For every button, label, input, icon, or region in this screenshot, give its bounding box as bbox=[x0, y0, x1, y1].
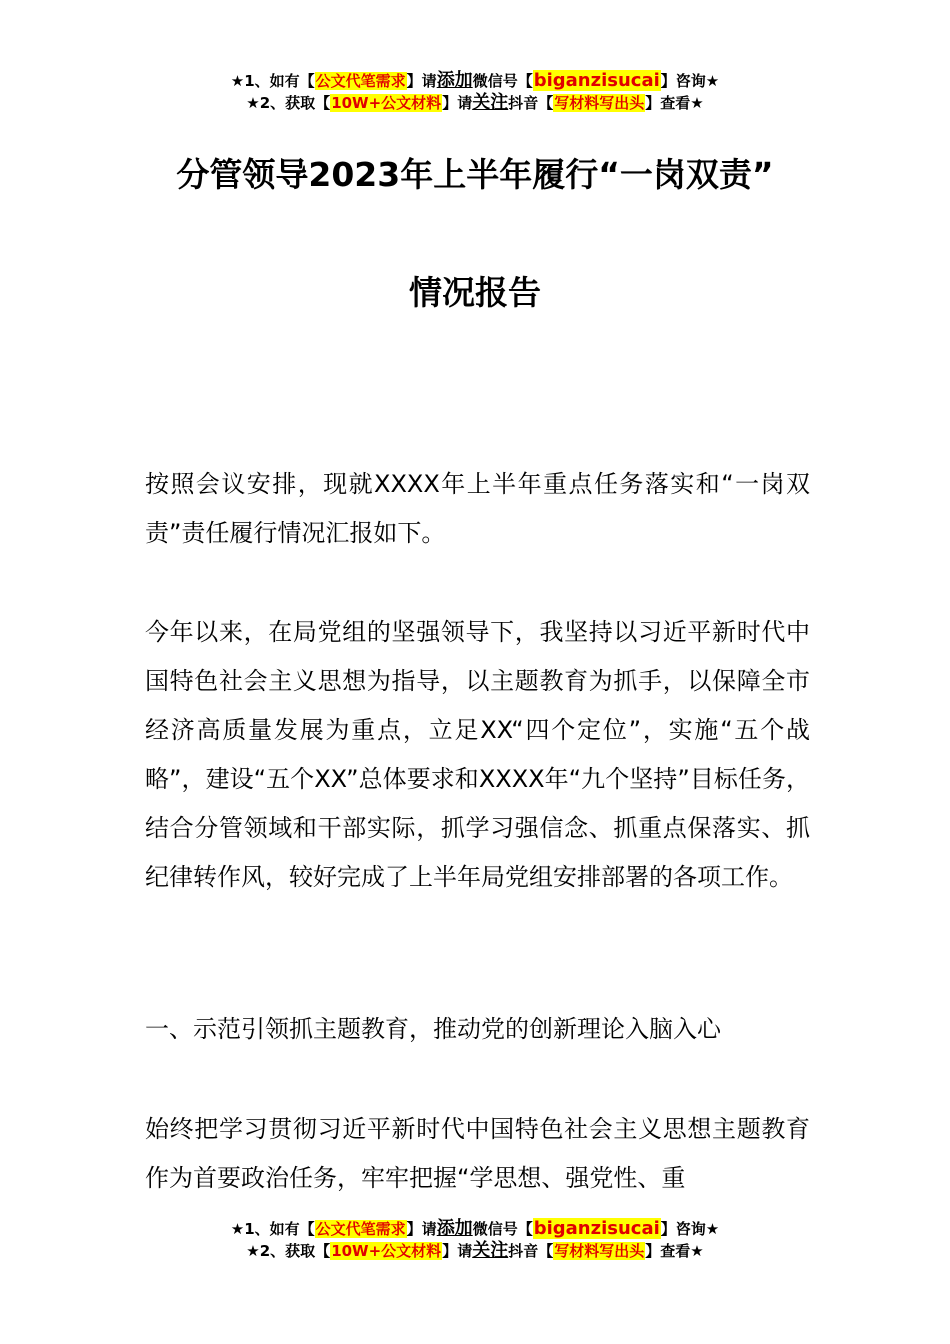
highlight-materials: 10W+公文材料 bbox=[331, 94, 442, 112]
header-banner bbox=[0, 70, 950, 114]
paragraph-section-1: 始终把学习贯彻习近平新时代中国特色社会主义思想主题教育作为首要政治任务，牢牢把握“学思想、强党性、重 bbox=[145, 1115, 810, 1192]
banner-line-2: ★2、获取【10W+公文材料】请关注抖音【写材料写出头】查看★ bbox=[246, 1240, 704, 1261]
highlight-douyin: 写材料写出头 bbox=[554, 1242, 645, 1260]
highlight-wechat-id: biganzisucai bbox=[533, 1218, 660, 1239]
paragraph-overview: 今年以来，在局党组的坚强领导下，我坚持以习近平新时代中国特色社会主义思想为指导，以主题教育为抓手，以保障全市经济高质量发展为重点，立足XX“四个定位”，实施“五个战略”，建设“五个XX”总体要求和XXXX年“九个坚持”目标任务，结合分管领域和干部实际，抓学习强信念、抓重点保落实、抓纪律转作风，较好完成了上半年局党组安排部署的各项工作。 bbox=[145, 618, 810, 891]
highlight-wechat-id: biganzisucai bbox=[533, 70, 660, 91]
footer-banner bbox=[0, 1218, 950, 1262]
section-heading-1: 一、示范引领抓主题教育，推动党的创新理论入脑入心 bbox=[145, 1015, 721, 1043]
highlight-service: 公文代笔需求 bbox=[315, 72, 406, 90]
banner-line-1: ★1、如有【公文代笔需求】请添加微信号【biganzisucai】咨询★ bbox=[230, 1218, 720, 1239]
document-title-line-1: 分管领导2023年上半年履行“一岗双责” bbox=[176, 155, 774, 194]
highlight-douyin: 写材料写出头 bbox=[554, 94, 645, 112]
highlight-service: 公文代笔需求 bbox=[315, 1220, 406, 1238]
paragraph-intro: 按照会议安排，现就XXXX年上半年重点任务落实和“一岗双责”责任履行情况汇报如下。 bbox=[145, 470, 810, 547]
banner-line-2: ★2、获取【10W+公文材料】请关注抖音【写材料写出头】查看★ bbox=[246, 92, 704, 113]
highlight-materials: 10W+公文材料 bbox=[331, 1242, 442, 1260]
document-title-line-2: 情况报告 bbox=[409, 273, 541, 312]
banner-line-1: ★1、如有【公文代笔需求】请添加微信号【biganzisucai】咨询★ bbox=[230, 70, 720, 91]
